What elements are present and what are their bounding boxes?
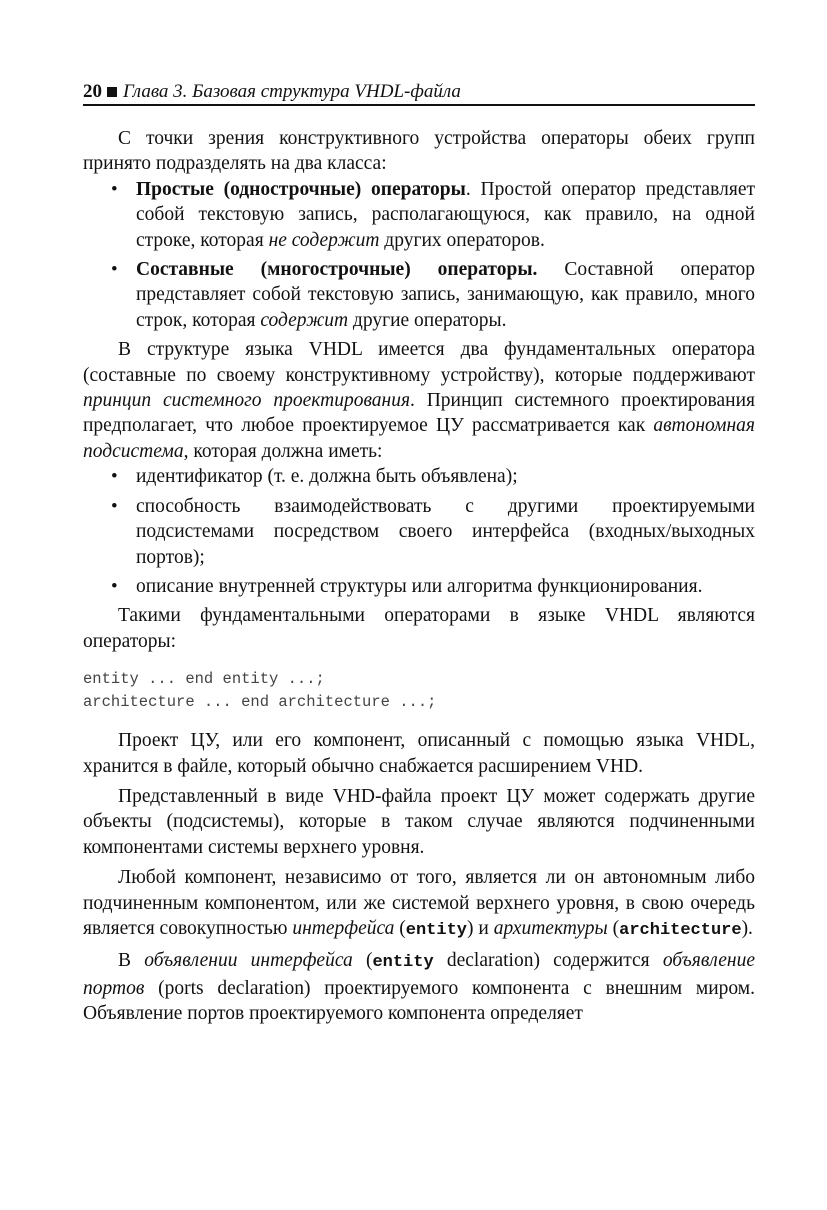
text-run: declaration) содержится: [433, 950, 663, 972]
list-item-text: других операторов.: [379, 229, 545, 251]
inline-code: architecture: [619, 920, 742, 940]
list-item-text: идентификатор (т. е. должна быть объявлена);: [136, 466, 518, 488]
text-run: , которая должна иметь:: [183, 440, 383, 462]
bullet-icon: •: [111, 575, 118, 597]
code-line: entity ... end entity ...;: [83, 670, 325, 689]
text-run: (: [394, 917, 406, 939]
inline-code: entity: [372, 953, 434, 973]
paragraph-2: [83, 337, 755, 464]
emphasis: архитектуры: [493, 917, 608, 939]
term-compound-operators: Составные (многострочные) операторы.: [136, 259, 538, 281]
list-item: [83, 177, 755, 253]
list-item-text: . Простой оператор представляет собой текстовую запись, располагающуюся, как правило, на одной строке, которая: [136, 178, 755, 251]
text-run: (: [607, 917, 620, 939]
square-bullet-icon: [107, 87, 117, 97]
running-header: [83, 80, 755, 106]
emphasis: интерфейса: [292, 917, 395, 939]
page-number: 20: [83, 81, 102, 102]
list-item: [83, 257, 755, 333]
code-line: architecture ... end architecture ...;: [83, 693, 437, 712]
text-run: Любой компонент, независимо от того, является ли он автономным либо подчиненным компонентом, или же системой верхнего уровня, в свою очередь является совокупностью: [83, 867, 755, 939]
paragraph-1: С точки зрения конструктивного устройства операторы обеих групп принято подразделять на два класса:: [83, 128, 755, 175]
bullet-icon: •: [111, 178, 118, 200]
paragraph-4: Проект ЦУ, или его компонент, описанный с помощью языка VHDL, хранится в файле, который обычно снабжается расширением VHD.: [83, 730, 755, 777]
emphasis: содержит: [260, 309, 349, 331]
code-block: [83, 668, 755, 714]
list-item: [83, 574, 755, 599]
paragraph-6: [83, 865, 755, 943]
emphasis: принцип системного проектирования: [83, 390, 411, 412]
operator-classes-list: [83, 177, 755, 333]
text-run: В структуре языка VHDL имеется два фундаментальных оператора (составные по своему конструктивному устройству), которые поддерживают: [83, 339, 755, 386]
paragraph-5: Представленный в виде VHD-файла проект ЦУ может содержать другие объекты (подсистемы), которые в таком случае являются подчиненными компонентами системы верхнего уровня.: [83, 785, 755, 858]
emphasis: объявлении интерфейса: [144, 950, 353, 972]
term-simple-operators: Простые (однострочные) операторы: [136, 178, 466, 200]
list-item-text: способность взаимодействовать с другими проектируемыми подсистемами посредством своего интерфейса (входных/выходных портов);: [136, 495, 755, 568]
list-item-text: описание внутренней структуры или алгоритма функционирования.: [136, 575, 703, 597]
text-run: (: [352, 950, 373, 972]
emphasis: объявление портов: [83, 950, 755, 999]
bullet-icon: •: [111, 259, 118, 281]
text-run: ) и: [467, 917, 494, 939]
list-item-text: другие операторы.: [348, 309, 507, 331]
chapter-title: Глава 3. Базовая структура VHDL-файла: [123, 81, 461, 102]
bullet-icon: •: [111, 466, 118, 488]
list-item-text: Составной оператор представляет собой текстовую запись, занимающую, как правило, много строк, которая: [136, 259, 755, 331]
list-item: [83, 494, 755, 570]
text-run: В: [118, 950, 145, 972]
paragraph-7: [83, 948, 755, 1026]
list-item: [83, 464, 755, 489]
text-run: (ports declaration) проектируемого компонента с внешним миром. Объявление портов проектируемого компонента определяет: [83, 977, 755, 1025]
bullet-icon: •: [111, 495, 118, 517]
inline-code: entity: [405, 920, 467, 940]
emphasis: не содержит: [268, 229, 380, 251]
paragraph-3: Такими фундаментальными операторами в языке VHDL являются операторы:: [83, 605, 755, 652]
text-run: ).: [741, 917, 753, 939]
emphasis: автономная подсистема: [83, 415, 755, 462]
subsystem-requirements-list: [83, 464, 755, 599]
text-run: . Принцип системного проектирования предполагает, что любое проектируемое ЦУ рассматривается как: [83, 390, 755, 437]
page-body: [83, 126, 755, 1027]
